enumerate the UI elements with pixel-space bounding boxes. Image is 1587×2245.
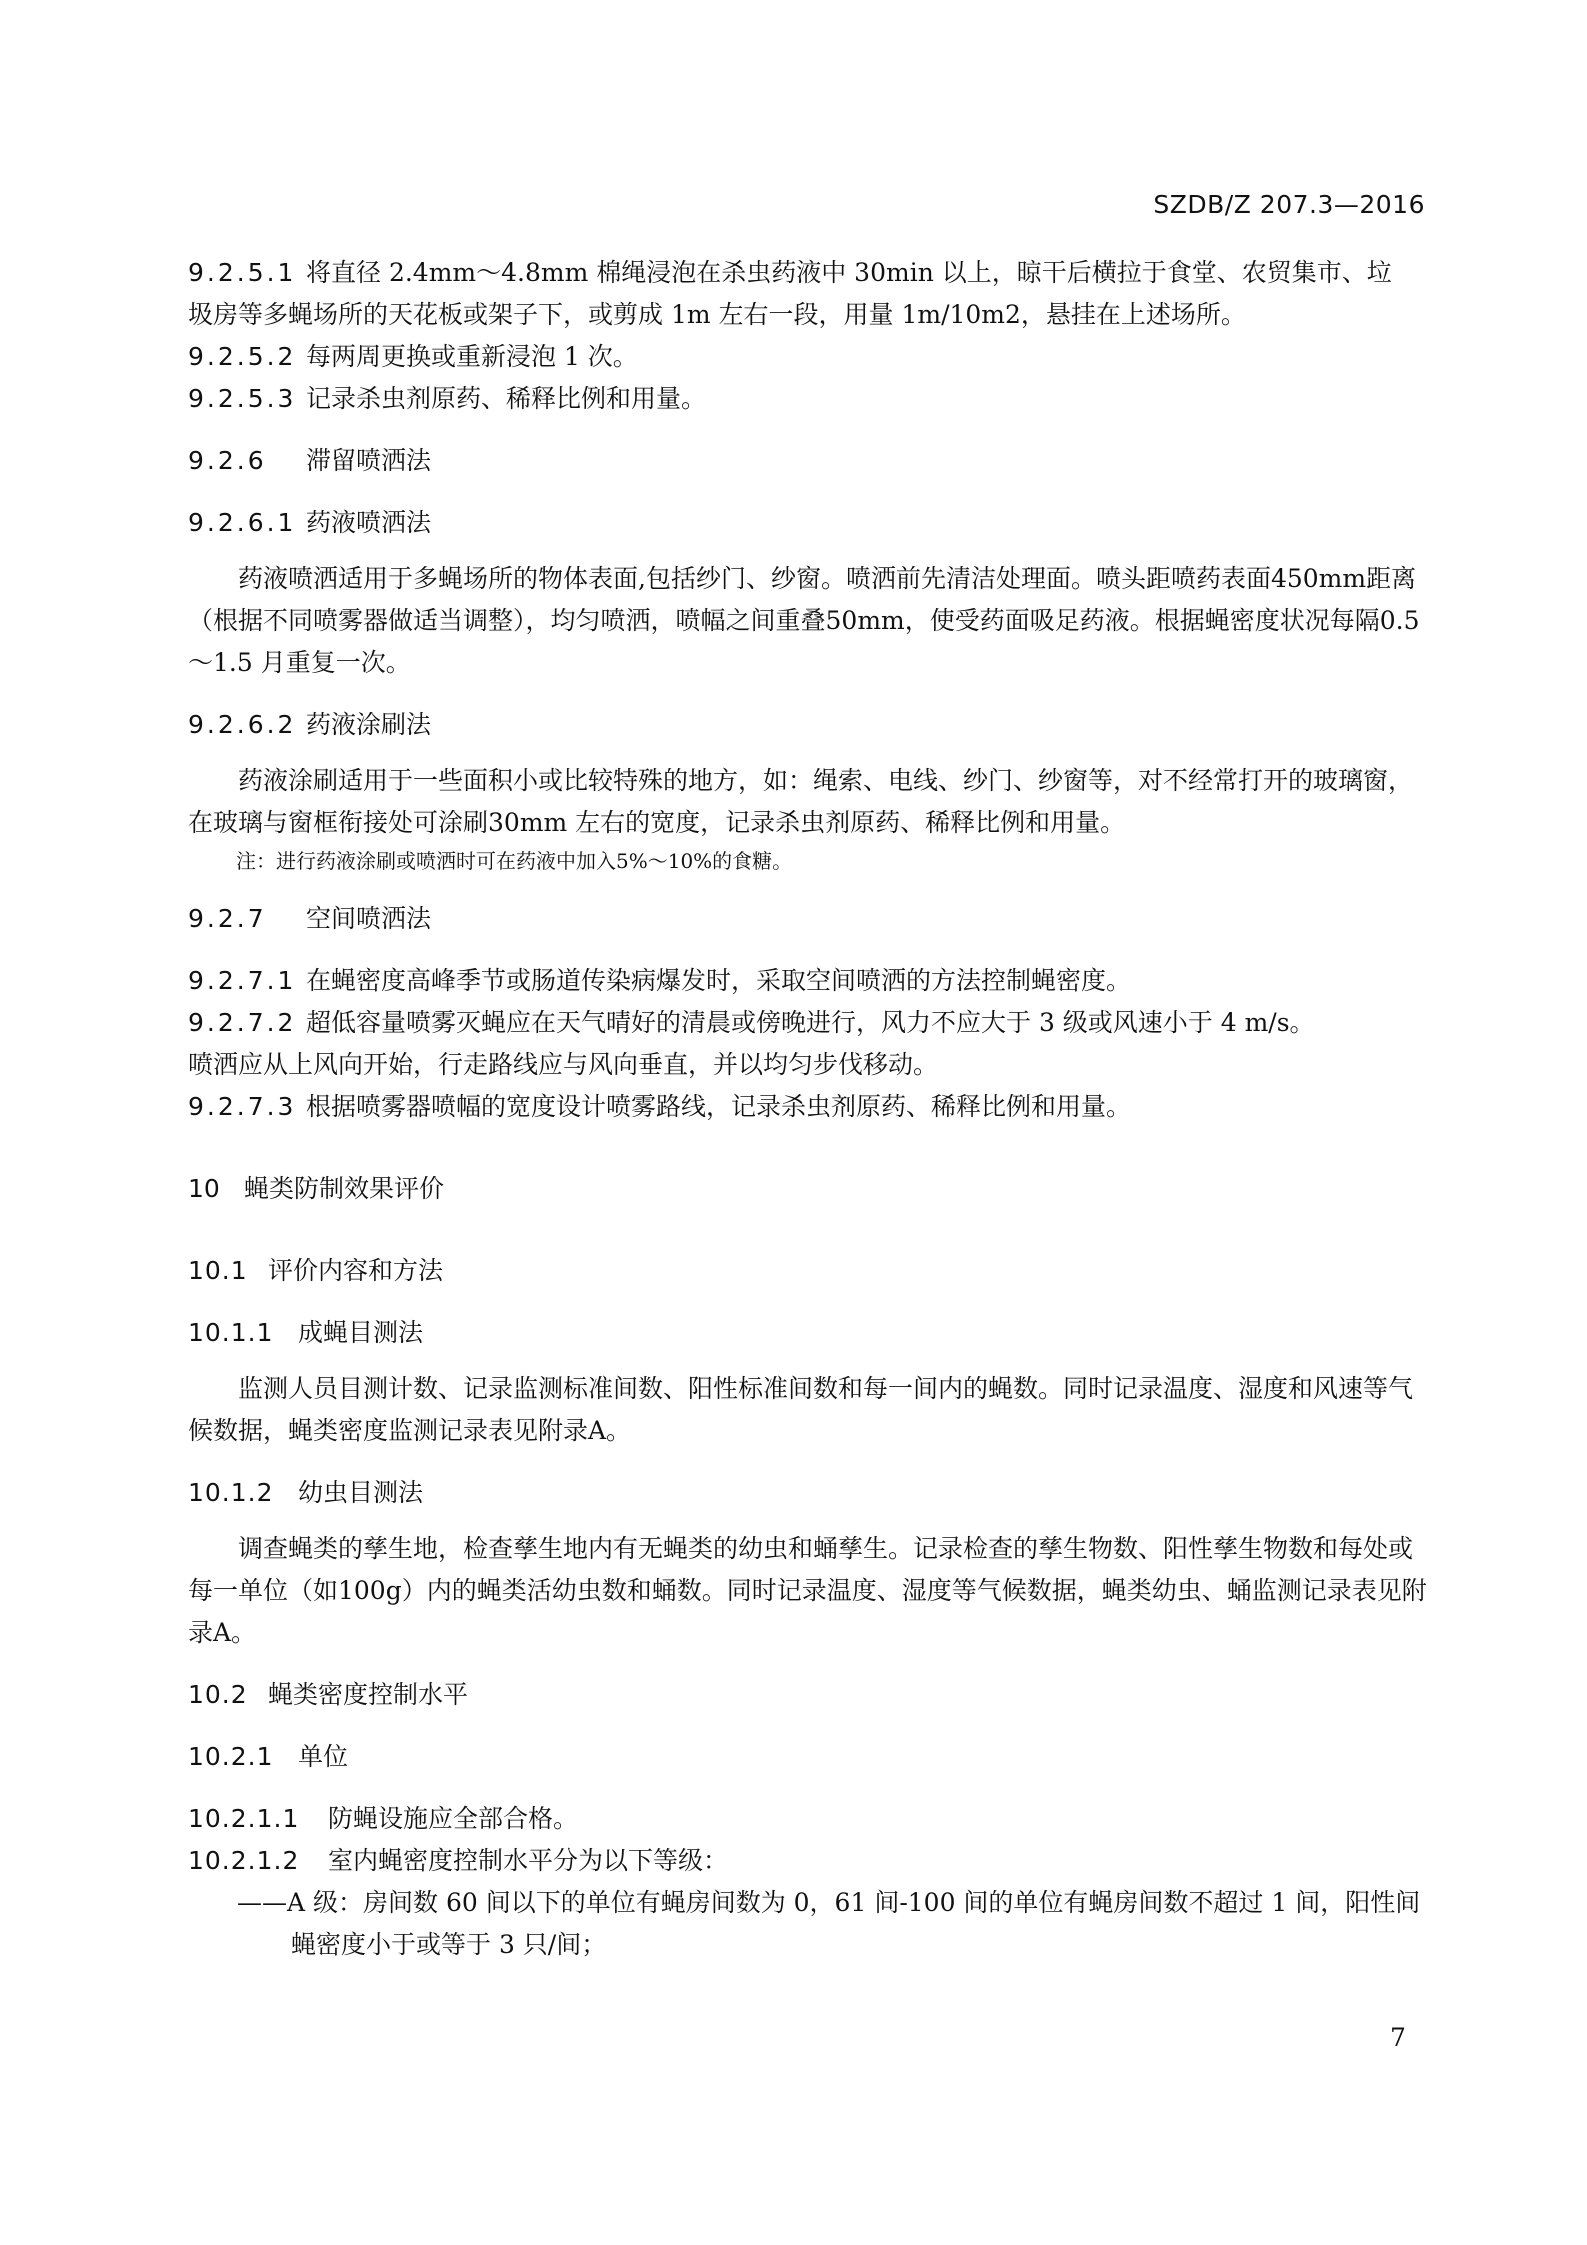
heading-text: 蝇类防制效果评价 [244, 1174, 445, 1203]
clause-9-2-7-1 [188, 960, 1428, 1002]
clause-9-2-5-2 [188, 336, 1428, 378]
heading-10-1 [188, 1250, 1428, 1292]
clause-continuation: 圾房等多蝇场所的天花板或架子下，或剪成 1m 左右一段，用量 1m/10m2，悬挂在上述场所。 [188, 300, 1246, 329]
heading-number: 9.2.6 [188, 446, 267, 475]
heading-text: 药液喷洒法 [306, 508, 432, 537]
heading-10 [188, 1168, 1428, 1210]
clause-text: 室内蝇密度控制水平分为以下等级： [328, 1846, 729, 1875]
heading-number: 10.2.1 [188, 1742, 274, 1771]
clause-9-2-5-3 [188, 378, 1428, 420]
clause-text: 记录杀虫剂原药、稀释比例和用量。 [306, 384, 707, 413]
clause-9-2-5-1 [188, 252, 1428, 294]
clause-number: 9.2.5.3 [188, 384, 297, 413]
clause-text: 每两周更换或重新浸泡 1 次。 [306, 342, 638, 371]
clause-text: 将直径 2.4mm～4.8mm 棉绳浸泡在杀虫药液中 30min 以上，晾干后横拉于食堂、农贸集市、垃 [306, 258, 1392, 287]
heading-text: 成蝇目测法 [298, 1318, 424, 1347]
clause-text: 超低容量喷雾灭蝇应在天气晴好的清晨或傍晚进行，风力不应大于 3 级或风速小于 4 m/s。 [306, 1008, 1315, 1037]
heading-text: 蝇类密度控制水平 [268, 1680, 469, 1709]
clause-continuation: 喷洒应从上风向开始，行走路线应与风向垂直，并以均匀步伐移动。 [188, 1050, 939, 1079]
heading-10-1-2 [188, 1472, 1428, 1514]
heading-text: 单位 [298, 1742, 349, 1771]
heading-10-1-1 [188, 1312, 1428, 1354]
clause-number: 9.2.7.1 [188, 966, 297, 995]
document-code: SZDB/Z 207.3—2016 [1153, 190, 1425, 219]
heading-9-2-7 [188, 898, 1428, 940]
clause-number: 9.2.7.2 [188, 1008, 297, 1037]
heading-number: 10.2 [188, 1680, 248, 1709]
clause-number: 10.2.1.2 [188, 1846, 300, 1875]
heading-text: 药液涂刷法 [306, 710, 432, 739]
heading-text: 空间喷洒法 [306, 904, 432, 933]
heading-number: 10.1.2 [188, 1478, 274, 1507]
heading-number: 9.2.6.1 [188, 508, 297, 537]
clause-9-2-7-2 [188, 1002, 1428, 1044]
clause-text: 在蝇密度高峰季节或肠道传染病爆发时，采取空间喷洒的方法控制蝇密度。 [306, 966, 1132, 995]
heading-10-2-1 [188, 1736, 1428, 1778]
heading-text: 评价内容和方法 [268, 1256, 444, 1285]
page-content [188, 252, 1428, 1966]
page-number: 7 [1390, 2023, 1406, 2052]
heading-number: 10.1 [188, 1256, 248, 1285]
paragraph-adult-fly-visual: 监测人员目测计数、记录监测标准间数、阳性标准间数和每一间内的蝇数。同时记录温度、湿度和风速等气候数据，蝇类密度监测记录表见附录A。 [188, 1374, 1414, 1445]
heading-number: 10 [188, 1174, 220, 1203]
paragraph-larva-visual: 调查蝇类的孳生地，检查孳生地内有无蝇类的幼虫和蛹孳生。记录检查的孳生物数、阳性孳生物数和每处或每一单位（如100g）内的蝇类活幼虫数和蛹数。同时记录温度、湿度等气候数据，蝇类幼虫、蛹监测记录表见附录A。 [188, 1534, 1427, 1647]
clause-number: 10.2.1.1 [188, 1804, 300, 1833]
heading-text: 滞留喷洒法 [306, 446, 432, 475]
clause-number: 9.2.7.3 [188, 1092, 297, 1121]
clause-10-2-1-1 [188, 1798, 1428, 1840]
clause-number: 9.2.5.1 [188, 258, 297, 287]
clause-text: 根据喷雾器喷幅的宽度设计喷雾路线，记录杀虫剂原药、稀释比例和用量。 [306, 1092, 1132, 1121]
heading-number: 9.2.6.2 [188, 710, 297, 739]
heading-text: 幼虫目测法 [298, 1478, 424, 1507]
note: 注：进行药液涂刷或喷洒时可在药液中加入5%～10%的食糖。 [236, 849, 793, 873]
paragraph-spray-method: 药液喷洒适用于多蝇场所的物体表面,包括纱门、纱窗。喷洒前先清洁处理面。喷头距喷药表面450mm距离（根据不同喷雾器做适当调整），均匀喷洒，喷幅之间重叠50mm，使受药面吸足药液。根据蝇密度状况每隔0.5～1.5 月重复一次。 [188, 564, 1420, 677]
clause-text: 防蝇设施应全部合格。 [328, 1804, 579, 1833]
heading-9-2-6 [188, 440, 1428, 482]
paragraph-brush-method: 药液涂刷适用于一些面积小或比较特殊的地方，如：绳索、电线、纱门、纱窗等，对不经常打开的玻璃窗，在玻璃与窗框衔接处可涂刷30mm 左右的宽度，记录杀虫剂原药、稀释比例和用量。 [188, 766, 1414, 837]
heading-number: 9.2.7 [188, 904, 267, 933]
clause-number: 9.2.5.2 [188, 342, 297, 371]
heading-10-2 [188, 1674, 1428, 1716]
clause-9-2-7-3 [188, 1086, 1428, 1128]
clause-10-2-1-2 [188, 1840, 1428, 1882]
heading-9-2-6-1 [188, 502, 1428, 544]
heading-number: 10.1.1 [188, 1318, 274, 1347]
grade-a-item: ——A 级：房间数 60 间以下的单位有蝇房间数为 0，61 间-100 间的单位有蝇房间数不超过 1 间，阳性间蝇密度小于或等于 3 只/间； [237, 1888, 1421, 1959]
heading-9-2-6-2 [188, 704, 1428, 746]
